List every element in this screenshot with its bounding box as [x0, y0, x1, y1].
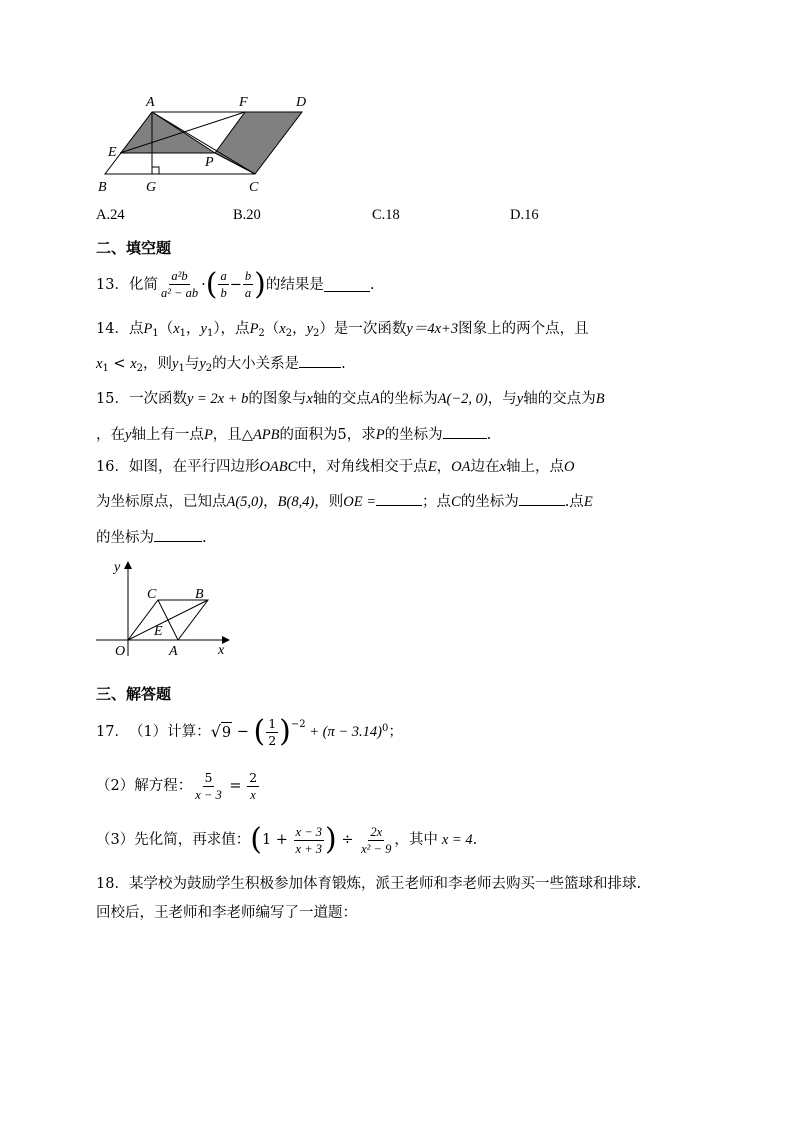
q15-text: 一次函数 [128, 391, 187, 407]
q16-answer-blank-c[interactable] [519, 491, 565, 506]
q14-x1: x [96, 356, 103, 372]
q17-half [266, 716, 278, 749]
q15-text: 轴的交点 [312, 391, 371, 407]
q14-text: ，则 [143, 356, 172, 372]
q13-f1-num: a²b [171, 269, 188, 283]
q14-text: ）是一次函数 [319, 321, 407, 337]
q15-y: y [516, 391, 524, 407]
option-a: A.24 [96, 207, 125, 223]
q13-answer-blank[interactable] [324, 277, 370, 292]
q14-function: y＝4x+3 [406, 321, 459, 337]
q17-text: （1）计算： [128, 724, 211, 740]
q17-one: 1 + [261, 832, 293, 848]
q17-half-den: 2 [268, 732, 277, 748]
q17-eq-right [247, 770, 259, 803]
q16-text: 中，对角线相交于点 [297, 459, 428, 475]
q17-simplify-den: x + 3 [295, 841, 323, 856]
section-heading-fill-in: 二、填空题 [96, 239, 172, 257]
label-c: C [147, 587, 157, 602]
question-16-line-3 [96, 527, 207, 548]
q15-p: P [375, 427, 385, 443]
q14-end: . [341, 356, 346, 372]
q15-p: P [203, 427, 213, 443]
q15-coord: A(−2, 0) [437, 391, 488, 407]
q14-p1: P [143, 321, 153, 337]
label-a: A [169, 644, 178, 659]
q16-text: .点 [564, 494, 584, 510]
question-17-part-1 [96, 713, 403, 751]
q16-oe: OE = [343, 494, 377, 510]
q14-y2-sub: 2 [205, 363, 213, 374]
q14-text: ），点 [213, 321, 250, 337]
q17-rparen: ) [325, 822, 337, 857]
q17-eq-right-num: 2 [249, 769, 258, 785]
q14-x1: x [173, 321, 180, 337]
q15-number: 15． [96, 391, 129, 407]
q14-p2-sub: 2 [258, 328, 265, 339]
q16-text: 为坐标原点，已知点 [96, 494, 227, 510]
label-e: E [154, 624, 163, 639]
q17-divisor-num: 2x [370, 824, 383, 839]
q14-text: （ [264, 321, 280, 337]
q13-rparen: ) [254, 266, 266, 302]
q16-text: ；点 [422, 494, 452, 510]
q13-end: . [369, 276, 375, 293]
label-x: x [218, 643, 225, 658]
question-16-line-1 [96, 457, 574, 477]
q16-text: ， [436, 459, 452, 475]
q13-f2-num: a [220, 269, 227, 283]
q16-c: C [451, 494, 461, 510]
label-b: B [98, 180, 107, 195]
q14-text: （ [158, 321, 174, 337]
q14-y1: y [172, 356, 179, 372]
option-b: B.20 [233, 207, 261, 223]
parallelogram-figure [95, 92, 320, 197]
question-17-part-2 [96, 767, 260, 805]
question-14-line-1 [96, 319, 589, 344]
q14-x2: x [130, 356, 137, 372]
question-15-line-2 [96, 424, 491, 445]
question-13 [96, 268, 374, 301]
label-e: E [108, 145, 117, 160]
q13-f3-den: a [244, 286, 252, 300]
sqrt-icon: √ [210, 722, 221, 741]
q14-y1-sub: 1 [178, 363, 185, 374]
q17-divisor-frac [359, 824, 393, 857]
q16-e: E [583, 494, 593, 510]
q17-minus: − [232, 724, 254, 740]
q16-text: 如图，在平行四边形 [128, 459, 260, 475]
q16-b: B(8,4) [277, 494, 315, 510]
q15-text: 的坐标为 [379, 391, 438, 407]
question-18-line-1: 18．某学校为鼓励学生积极参加体育锻炼，派王老师和李老师去购买一些篮球和排球. [96, 876, 642, 892]
coordinate-figure [92, 556, 237, 661]
q15-b: B [595, 391, 605, 407]
q17-end: . [472, 832, 478, 848]
q13-fraction-3 [243, 268, 253, 301]
q14-answer-blank[interactable] [299, 353, 341, 368]
label-o: O [115, 644, 126, 659]
q17-divide: ÷ [336, 832, 359, 848]
q17-exponent-zero: 0 [382, 723, 389, 734]
question-15-line-1 [96, 389, 605, 409]
section-heading-answer: 三、解答题 [96, 685, 172, 703]
q14-p2: P [249, 321, 259, 337]
label-b: B [195, 587, 204, 602]
q17-equals: = [224, 778, 247, 794]
q17-text: （2）解方程： [96, 778, 193, 794]
q13-f3-num: b [244, 269, 252, 283]
q15-y: y [125, 427, 132, 443]
q14-x1-sub: 1 [102, 363, 109, 374]
q15-text: ，与 [487, 391, 517, 407]
option-d: D.16 [510, 207, 539, 223]
q13-post: 的结果是 [265, 276, 324, 293]
q13-fraction-2 [218, 268, 228, 301]
q14-text: 与 [184, 356, 200, 372]
q17-half-num: 1 [268, 715, 277, 731]
q16-oabc: OABC [259, 459, 298, 475]
q14-y2: y [199, 356, 206, 372]
q13-fraction-1 [159, 268, 200, 301]
q15-answer-blank[interactable] [443, 424, 487, 439]
q15-text: 轴的交点为 [523, 391, 596, 407]
q15-function: y = 2x + b [186, 391, 249, 407]
q14-x1-sub: 1 [179, 328, 186, 339]
q13-minus: − [229, 276, 242, 293]
label-y: y [114, 560, 121, 575]
q15-x: x [306, 391, 313, 407]
q14-x2: x [279, 321, 286, 337]
label-c: C [249, 180, 259, 195]
q15-text: ，在 [96, 427, 125, 443]
q14-x2-sub: 2 [136, 363, 143, 374]
q17-eq-left [193, 770, 223, 803]
q13-number: 13． [96, 276, 129, 293]
question-18-line-2: 回校后，王老师和李老师编写了一道题： [96, 905, 357, 921]
q15-a: A [370, 391, 380, 407]
q14-text: ， [186, 321, 201, 337]
q16-text: 的坐标为 [460, 494, 519, 510]
q16-number: 16． [96, 459, 129, 475]
q16-answer-blank-oe[interactable] [376, 491, 422, 506]
q14-text: ， [292, 321, 307, 337]
q13-lparen: ( [205, 266, 218, 302]
q16-a: A(5,0) [226, 494, 264, 510]
q15-text: 的图象与 [248, 391, 307, 407]
q13-f2-den: b [220, 286, 227, 300]
q17-divisor-den: x² − 9 [361, 841, 392, 856]
option-c: C.18 [372, 207, 400, 223]
q16-answer-blank-e[interactable] [154, 527, 202, 542]
q15-end: . [486, 427, 492, 443]
q17-lparen: ( [253, 714, 266, 749]
q14-y1: y [200, 321, 207, 337]
q15-text: ，且△ [212, 427, 253, 443]
q16-text: ，则 [314, 494, 344, 510]
label-f: F [239, 95, 248, 110]
q16-text: 边在 [470, 459, 500, 475]
q17-text: （3）先化简，再求值： [96, 832, 251, 848]
question-16-line-2 [96, 491, 593, 512]
q17-simplify-frac [294, 824, 324, 857]
q14-x2-sub: 2 [285, 328, 293, 339]
q17-exponent: −2 [290, 719, 306, 730]
q17-rparen: ) [279, 714, 291, 749]
q14-y2: y [306, 321, 314, 337]
label-a: A [146, 95, 155, 110]
question-17-part-3 [96, 820, 477, 860]
q15-apb: APB [252, 427, 280, 443]
label-d: D [296, 95, 307, 110]
q15-text: 的面积为5，求 [279, 427, 376, 443]
q14-p1-sub: 1 [152, 328, 159, 339]
q13-dot: · [201, 276, 206, 293]
q14-y2-sub: 2 [313, 328, 320, 339]
q17-lparen: ( [250, 822, 262, 857]
q17-end: ； [388, 724, 403, 740]
q17-simplify-num: x − 3 [295, 824, 323, 839]
q14-text: 图象上的两个点，且 [458, 321, 589, 337]
q16-oa: OA [451, 459, 471, 475]
q15-text: 轴上有一点 [131, 427, 204, 443]
q17-pi-term: + (π − 3.14) [305, 724, 383, 740]
q16-e: E [427, 459, 437, 475]
q14-number: 14． [96, 321, 129, 337]
q16-x: x [499, 459, 506, 475]
q13-f1-den: a² − ab [160, 286, 199, 300]
q15-text: 的坐标为 [384, 427, 443, 443]
question-14-line-2 [96, 353, 346, 379]
q16-o: O [563, 459, 575, 475]
q14-y1-sub: 1 [206, 328, 214, 339]
q17-eq-right-den: x [250, 787, 256, 802]
q16-text: ， [263, 494, 278, 510]
q16-text: 的坐标为 [96, 530, 154, 546]
q17-sqrt-value: 9 [221, 722, 232, 743]
q14-lt: < [108, 356, 131, 372]
q17-eq-left-num: 5 [204, 769, 213, 785]
label-p: P [205, 155, 214, 170]
q17-text: ，其中 [394, 832, 438, 848]
q13-pre: 化简 [128, 276, 158, 293]
right-angle-mark [152, 167, 159, 174]
q14-text: 点 [128, 321, 144, 337]
q17-eq-left-den: x − 3 [195, 787, 222, 802]
label-g: G [146, 180, 157, 195]
q16-text: 轴上，点 [505, 459, 564, 475]
q16-end: . [202, 530, 207, 546]
q17-condition: x = 4 [441, 832, 473, 848]
q14-text: 的大小关系是 [212, 356, 300, 372]
q17-number: 17． [96, 724, 129, 740]
